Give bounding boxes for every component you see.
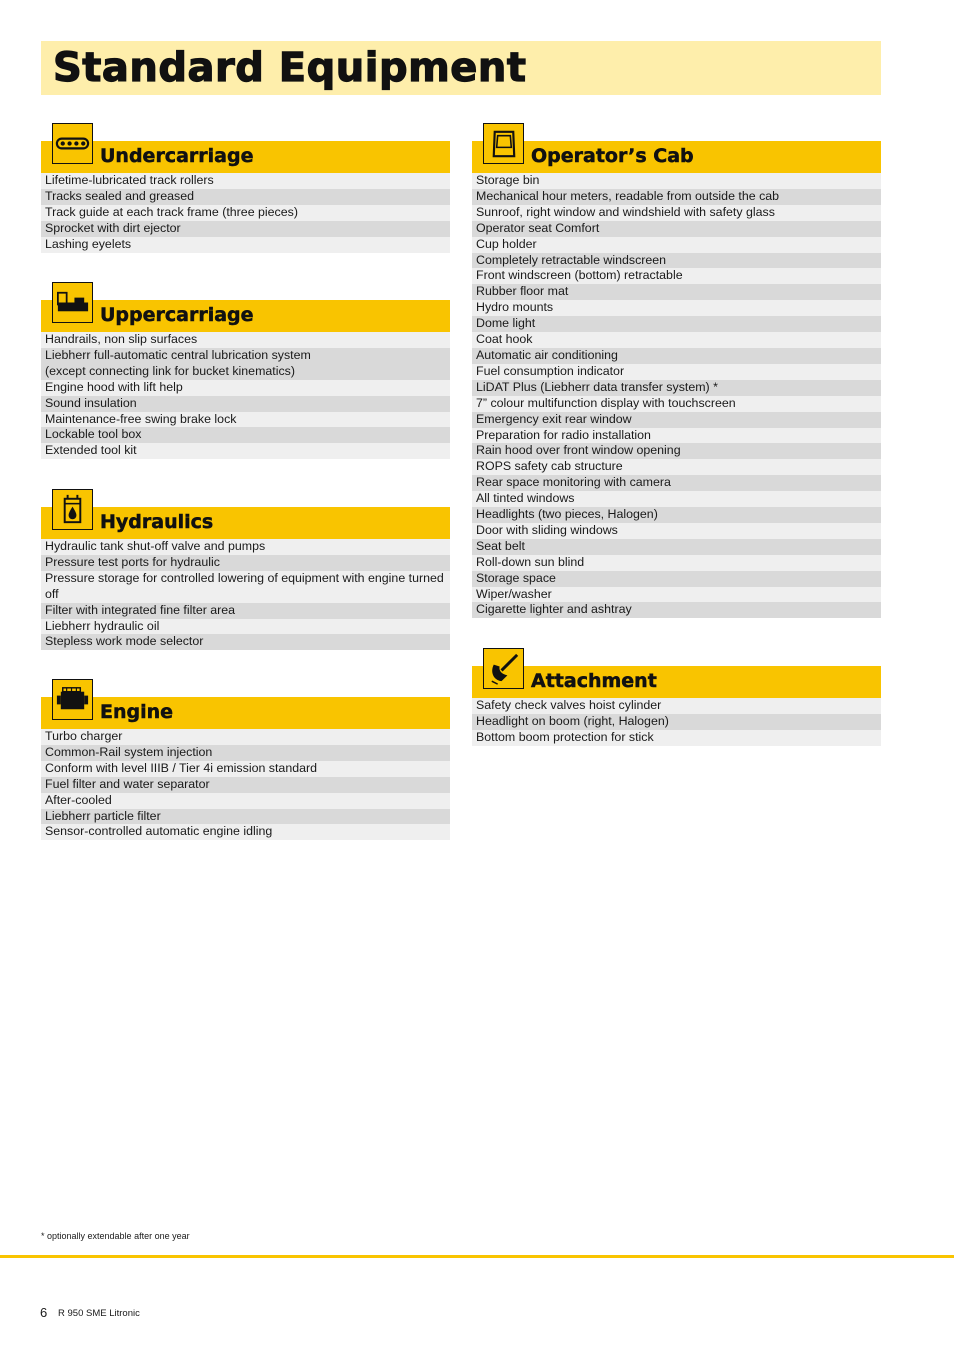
list-item: Conform with level IIIB / Tier 4i emission standard — [41, 761, 450, 777]
footnote: * optionally extendable after one year — [41, 1231, 190, 1241]
section-undercarriage — [41, 141, 450, 253]
section-hydraulics — [41, 507, 450, 650]
list-item: Rear space monitoring with camera — [472, 475, 881, 491]
item-list — [41, 729, 450, 840]
bucket-icon — [483, 648, 524, 689]
list-item: Sound insulation — [41, 396, 450, 412]
list-item: Roll-down sun blind — [472, 555, 881, 571]
list-item: Liebherr hydraulic oil — [41, 619, 450, 635]
page-title: Standard Equipment — [53, 45, 527, 91]
section-title: Uppercarriage — [100, 304, 254, 326]
footer-divider — [0, 1255, 954, 1258]
list-item: Tracks sealed and greased — [41, 189, 450, 205]
page-number: 6 — [40, 1305, 48, 1320]
document-name: R 950 SME Litronic — [58, 1308, 140, 1319]
track-icon — [52, 123, 93, 164]
list-item: Fuel filter and water separator — [41, 777, 450, 793]
list-item: Extended tool kit — [41, 443, 450, 459]
list-item: Turbo charger — [41, 729, 450, 745]
list-item: Seat belt — [472, 539, 881, 555]
list-item: All tinted windows — [472, 491, 881, 507]
list-item: Cup holder — [472, 237, 881, 253]
list-item: Liebherr particle filter — [41, 809, 450, 825]
item-list — [472, 698, 881, 746]
cab-icon — [483, 123, 524, 164]
section-header — [41, 697, 450, 729]
list-item: LiDAT Plus (Liebherr data transfer system) * — [472, 380, 881, 396]
section-operators-cab — [472, 141, 881, 618]
list-item: After-cooled — [41, 793, 450, 809]
uppercarriage-icon — [52, 282, 93, 323]
list-item: Coat hook — [472, 332, 881, 348]
list-item: Lashing eyelets — [41, 237, 450, 253]
list-item: Safety check valves hoist cylinder — [472, 698, 881, 714]
list-item: Wiper/washer — [472, 587, 881, 603]
list-item: Door with sliding windows — [472, 523, 881, 539]
section-title: Attachment — [531, 670, 657, 692]
list-item: Sensor-controlled automatic engine idling — [41, 824, 450, 840]
section-header — [472, 666, 881, 698]
list-item: Storage space — [472, 571, 881, 587]
item-list — [41, 173, 450, 253]
item-list — [41, 332, 450, 459]
list-item: Storage bin — [472, 173, 881, 189]
title-bar — [41, 41, 881, 95]
list-item: Automatic air conditioning — [472, 348, 881, 364]
list-item: Emergency exit rear window — [472, 412, 881, 428]
list-item: Engine hood with lift help — [41, 380, 450, 396]
list-item: Fuel consumption indicator — [472, 364, 881, 380]
list-item: Pressure storage for controlled lowering of equipment with engine turned off — [41, 571, 450, 603]
list-item: Filter with integrated fine filter area — [41, 603, 450, 619]
list-item: Front windscreen (bottom) retractable — [472, 268, 881, 284]
list-item: Operator seat Comfort — [472, 221, 881, 237]
section-header — [41, 507, 450, 539]
list-item: Headlights (two pieces, Halogen) — [472, 507, 881, 523]
list-item: ROPS safety cab structure — [472, 459, 881, 475]
list-item: Headlight on boom (right, Halogen) — [472, 714, 881, 730]
list-item: Mechanical hour meters, readable from outside the cab — [472, 189, 881, 205]
oil-tank-icon — [52, 489, 93, 530]
list-item: Stepless work mode selector — [41, 634, 450, 650]
list-item: Dome light — [472, 316, 881, 332]
list-item: Handrails, non slip surfaces — [41, 332, 450, 348]
section-header — [41, 300, 450, 332]
list-item: Cigarette lighter and ashtray — [472, 602, 881, 618]
item-list — [41, 539, 450, 650]
section-title: Hydraulics — [100, 511, 214, 533]
list-item: Lifetime-lubricated track rollers — [41, 173, 450, 189]
list-item: Maintenance-free swing brake lock — [41, 412, 450, 428]
list-item: Track guide at each track frame (three pieces) — [41, 205, 450, 221]
section-attachment — [472, 666, 881, 746]
list-item: Common-Rail system injection — [41, 745, 450, 761]
list-item: Completely retractable windscreen — [472, 253, 881, 269]
list-item: Liebherr full-automatic central lubrication system (except connecting link for bucket kinematics) — [41, 348, 450, 380]
list-item: 7” colour multifunction display with touchscreen — [472, 396, 881, 412]
list-item: Lockable tool box — [41, 427, 450, 443]
section-title: Undercarriage — [100, 145, 254, 167]
list-item: Rain hood over front window opening — [472, 443, 881, 459]
section-engine — [41, 697, 450, 840]
item-list — [472, 173, 881, 618]
list-item: Rubber floor mat — [472, 284, 881, 300]
section-title: Operator’s Cab — [531, 145, 694, 167]
section-title: Engine — [100, 701, 174, 723]
list-item: Sprocket with dirt ejector — [41, 221, 450, 237]
engine-icon — [52, 679, 93, 720]
list-item: Sunroof, right window and windshield with safety glass — [472, 205, 881, 221]
section-header — [41, 141, 450, 173]
list-item: Preparation for radio installation — [472, 428, 881, 444]
section-uppercarriage — [41, 300, 450, 459]
list-item: Pressure test ports for hydraulic — [41, 555, 450, 571]
section-header — [472, 141, 881, 173]
list-item: Hydraulic tank shut-off valve and pumps — [41, 539, 450, 555]
list-item: Bottom boom protection for stick — [472, 730, 881, 746]
list-item: Hydro mounts — [472, 300, 881, 316]
